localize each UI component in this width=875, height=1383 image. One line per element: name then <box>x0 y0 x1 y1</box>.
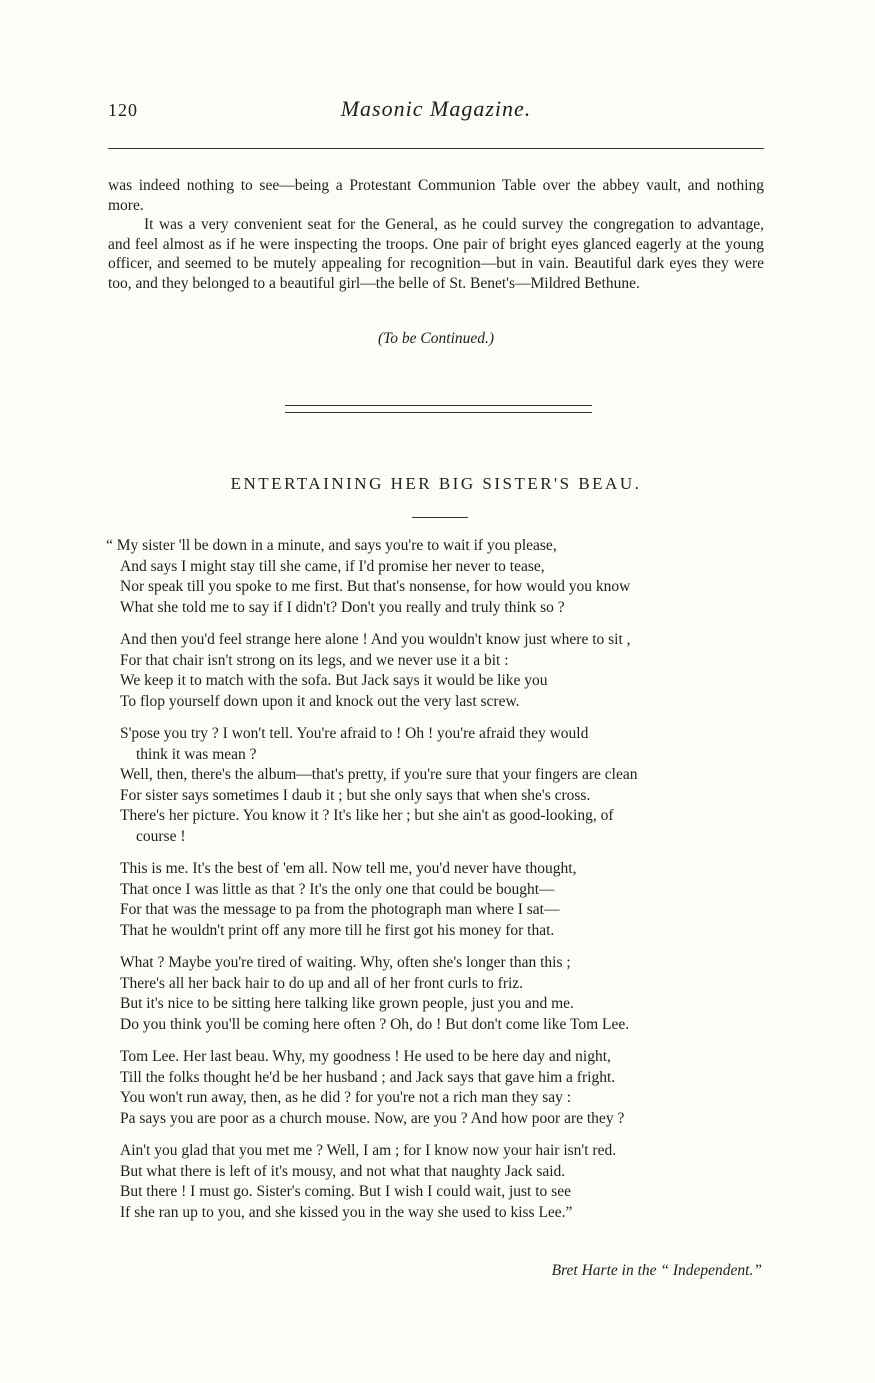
prose-paragraph-1: was indeed nothing to see—being a Protestant Communion Table over the abbey vault, and nothing more. <box>108 177 764 214</box>
poem-line: That once I was little as that ? It's the only one that could be bought— <box>120 880 555 898</box>
poem-line: But there ! I must go. Sister's coming. But I wish I could wait, just to see <box>120 1183 571 1200</box>
poem-title: ENTERTAINING HER BIG SISTER'S BEAU. <box>230 474 642 493</box>
poem-line: Tom Lee. Her last beau. Why, my goodness ! He used to be here day and night, <box>120 1048 611 1065</box>
poem-line: For that chair isn't strong on its legs, and we never use it a bit : <box>120 651 509 669</box>
poem-line: To flop yourself down upon it and knock out the very last screw. <box>120 692 520 710</box>
poem-line-continuation: course ! <box>136 827 186 845</box>
poem-line: “ My sister 'll be down in a minute, and says you're to wait if you please, <box>106 537 557 554</box>
poem-line: What ? Maybe you're tired of waiting. Why, often she's longer than this ; <box>120 954 571 971</box>
poem-line: That he wouldn't print off any more till he first got his money for that. <box>120 921 555 939</box>
poem-line-continuation: think it was mean ? <box>136 745 257 763</box>
poem-line: And then you'd feel strange here alone ! And you wouldn't know just where to sit , <box>120 631 631 648</box>
poem-line: Till the folks thought he'd be her husband ; and Jack says that gave him a fright. <box>120 1068 616 1086</box>
poem-line: Nor speak till you spoke to me first. But that's nonsense, for how would you know <box>120 578 631 595</box>
poem-attribution: Bret Harte in the “ Independent.” <box>551 1262 762 1279</box>
title-rule <box>412 517 468 518</box>
header-rule <box>108 148 764 149</box>
prose-paragraph-2: It was a very convenient seat for the General, as he could survey the congregation to advantage, and feel almost as if he were inspecting the troops. One pair of bright eyes glanced eagerly at the young officer, and seemed to be mutely appealing for recognition—but in vain. Beautiful dark eyes they were too, and they belonged to a beautiful girl—the belle of St. Benet's—Mildred Bethune. <box>108 216 764 292</box>
stanza-7 <box>106 1141 776 1223</box>
section-divider <box>285 405 592 413</box>
poem-line: And says I might stay till she came, if I'd promise her never to tease, <box>120 557 545 575</box>
stanza-1 <box>106 536 776 618</box>
stanza-2 <box>106 630 776 712</box>
poem-line: Ain't you glad that you met me ? Well, I am ; for I know now your hair isn't red. <box>120 1142 617 1159</box>
poem-line: What she told me to say if I didn't? Don't you really and truly think so ? <box>120 598 565 616</box>
poem-line: There's all her back hair to do up and all of her front curls to friz. <box>120 974 524 992</box>
poem-line: This is me. It's the best of 'em all. Now tell me, you'd never have thought, <box>120 860 577 877</box>
poem-line: You won't run away, then, as he did ? for you're not a rich man they say : <box>120 1089 572 1106</box>
poem-line: We keep it to match with the sofa. But Jack says it would be like you <box>120 672 548 689</box>
to-be-continued-note: (To be Continued.) <box>377 330 495 347</box>
poem-line: If she ran up to you, and she kissed you in the way she used to kiss Lee.” <box>120 1203 573 1221</box>
poem-line: S'pose you try ? I won't tell. You're afraid to ! Oh ! you're afraid they would <box>120 725 589 742</box>
story-continuation <box>108 176 764 293</box>
poem-line: There's her picture. You know it ? It's like her ; but she ain't as good-looking, of <box>120 807 614 824</box>
poem-line: Pa says you are poor as a church mouse. Now, are you ? And how poor are they ? <box>120 1109 625 1127</box>
stanza-6 <box>106 1047 776 1129</box>
stanza-3 <box>106 724 776 847</box>
poem-line: But it's nice to be sitting here talking like grown people, just you and me. <box>120 995 574 1012</box>
page-header <box>108 96 764 130</box>
poem-line: Do you think you'll be coming here often ? Oh, do ! But don't come like Tom Lee. <box>120 1015 630 1033</box>
poem-line: But what there is left of it's mousy, and not what that naughty Jack said. <box>120 1162 566 1180</box>
stanza-5 <box>106 953 776 1035</box>
running-title: Masonic Magazine. <box>340 96 532 121</box>
poem-body <box>106 536 776 1235</box>
poem-line: For sister says sometimes I daub it ; but she only says that when she's cross. <box>120 786 591 804</box>
stanza-4 <box>106 859 776 941</box>
page-number: 120 <box>108 100 138 120</box>
poem-line: For that was the message to pa from the photograph man where I sat— <box>120 901 560 918</box>
poem-line: Well, then, there's the album—that's pretty, if you're sure that your fingers are clean <box>120 766 638 783</box>
